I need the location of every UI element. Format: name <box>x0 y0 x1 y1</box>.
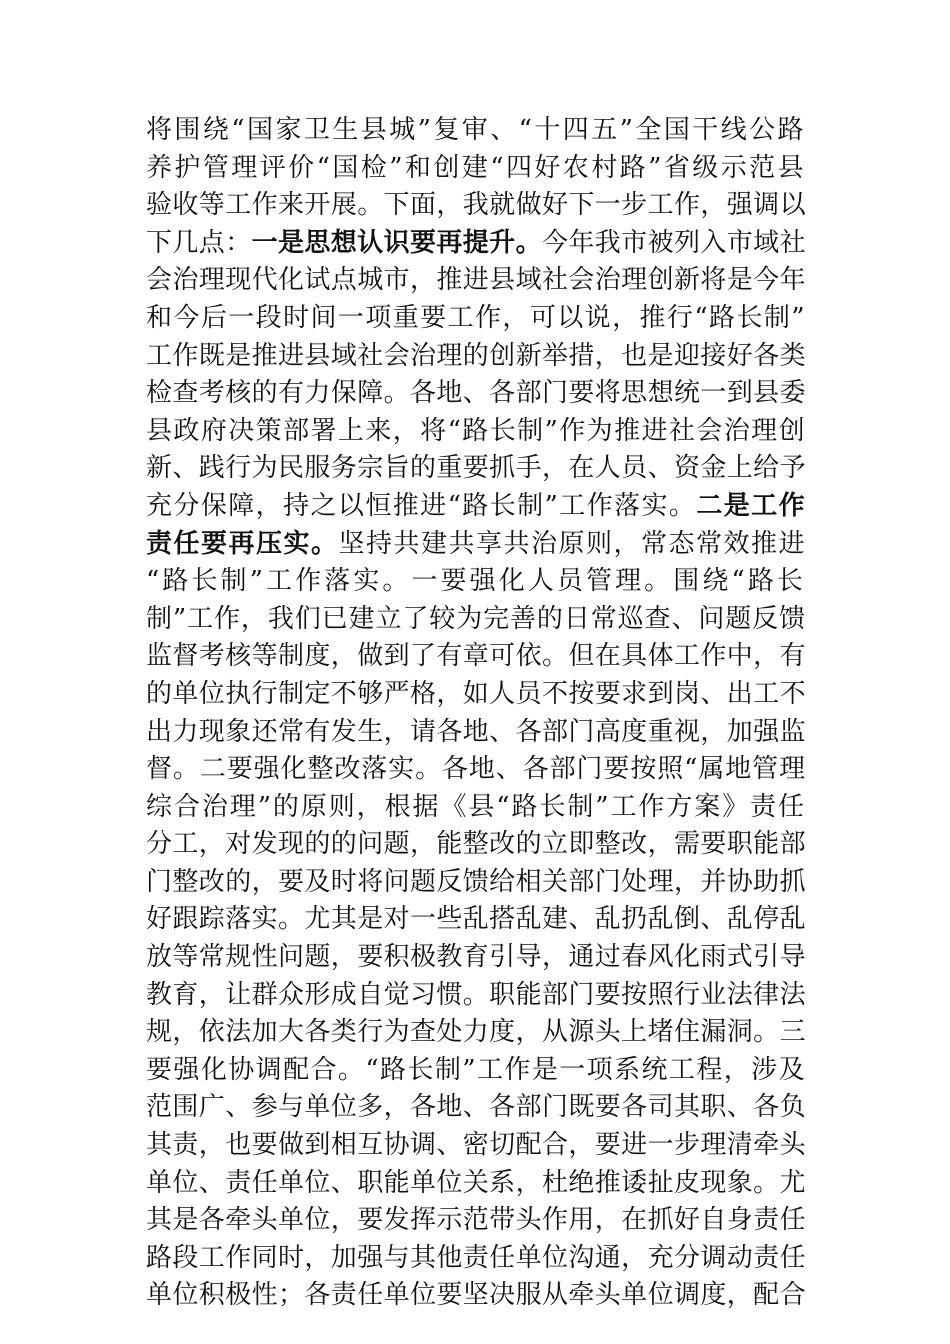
text-segment: “路长制”工作落实。一要强化人员管理。围绕“路长 <box>146 566 806 597</box>
text-line <box>146 789 806 827</box>
text-line <box>146 1240 806 1278</box>
text-line <box>146 1089 806 1127</box>
text-line <box>146 413 806 451</box>
text-line <box>146 300 806 338</box>
text-segment: 路段工作同时，加强与其他责任单位沟通，充分调动责任 <box>146 1242 806 1273</box>
text-line <box>146 1202 806 1240</box>
text-line <box>146 901 806 939</box>
text-segment: 门整改的，要及时将问题反馈给相关部门处理，并协助抓 <box>146 866 806 897</box>
text-line <box>146 1277 806 1315</box>
text-segment: 新、践行为民服务宗旨的重要抓手，在人员、资金上给予 <box>146 453 806 484</box>
text-line <box>146 826 806 864</box>
text-segment: 县政府决策部署上来，将“路长制”作为推进社会治理创 <box>146 415 806 446</box>
text-segment: 制”工作，我们已建立了较为完善的日常巡查、问题反馈 <box>146 603 806 634</box>
text-line <box>146 1165 806 1203</box>
text-segment: 的单位执行制定不够严格，如人员不按要求到岗、出工不 <box>146 678 806 709</box>
text-line <box>146 225 806 263</box>
text-segment: 放等常规性问题，要积极教育引导，通过春风化雨式引导 <box>146 942 806 973</box>
text-segment: 工作既是推进县域社会治理的创新举措，也是迎接好各类 <box>146 340 806 371</box>
text-line <box>146 112 806 150</box>
text-line <box>146 187 806 225</box>
text-segment: 会治理现代化试点城市，推进县域社会治理创新将是今年 <box>146 265 806 296</box>
text-line <box>146 601 806 639</box>
text-segment: 督。二要强化整改落实。各地、各部门要按照“属地管理 <box>146 754 806 785</box>
text-segment: 出力现象还常有发生，请各地、各部门高度重视，加强监 <box>146 716 806 747</box>
text-segment: 和今后一段时间一项重要工作，可以说，推行“路长制” <box>146 302 806 333</box>
text-segment: 养护管理评价“国检”和创建“四好农村路”省级示范县 <box>146 152 806 183</box>
text-segment: 其是各牵头单位，要发挥示范带头作用，在抓好自身责任 <box>146 1205 806 1236</box>
text-line <box>146 1127 806 1165</box>
text-segment: 将围绕“国家卫生县城”复审、“十四五”全国干线公路 <box>146 115 806 145</box>
text-segment: 单位积极性；各责任单位要坚决服从牵头单位调度，配合 <box>146 1280 806 1311</box>
text-segment: 单位、责任单位、职能单位关系，杜绝推诿扯皮现象。尤 <box>146 1167 806 1198</box>
text-line <box>146 450 806 488</box>
bold-heading-text: 一是思想认识要再提升。 <box>251 227 542 258</box>
text-line <box>146 1014 806 1052</box>
text-line <box>146 751 806 789</box>
text-line <box>146 638 806 676</box>
text-line <box>146 375 806 413</box>
text-line <box>146 977 806 1015</box>
text-line <box>146 676 806 714</box>
text-line <box>146 864 806 902</box>
text-segment: 验收等工作来开展。下面，我就做好下一步工作，强调以 <box>146 190 806 221</box>
bold-heading-text: 二是工作 <box>696 490 806 521</box>
text-segment: 范围广、参与单位多，各地、各部门既要各司其职、各负 <box>146 1092 806 1123</box>
text-segment: 要强化协调配合。“路长制”工作是一项系统工程，涉及 <box>146 1054 806 1085</box>
text-segment: 今年我市被列入市域社 <box>541 227 806 258</box>
text-line <box>146 714 806 752</box>
text-segment: 规，依法加大各类行为查处力度，从源头上堵住漏洞。三 <box>146 1017 806 1048</box>
bold-heading-text: 责任要再压实。 <box>146 528 339 559</box>
text-segment: 下几点： <box>146 227 252 258</box>
text-segment: 分工，对发现的的问题，能整改的立即整改，需要职能部 <box>146 829 806 860</box>
text-segment: 检查考核的有力保障。各地、各部门要将思想统一到县委 <box>146 378 806 409</box>
text-line <box>146 488 806 526</box>
text-segment: 综合治理”的原则，根据《县“路长制”工作方案》责任 <box>146 791 806 822</box>
text-line <box>146 563 806 601</box>
text-line <box>146 1052 806 1090</box>
text-segment: 其责，也要做到相互协调、密切配合，要进一步理清牵头 <box>146 1130 806 1161</box>
text-line <box>146 262 806 300</box>
text-line <box>146 526 806 564</box>
text-segment: 充分保障，持之以恒推进“路长制”工作落实。 <box>146 490 697 521</box>
text-line <box>146 939 806 977</box>
text-segment: 监督考核等制度，做到了有章可依。但在具体工作中，有 <box>146 641 806 672</box>
text-segment: 坚持共建共享共治原则，常态常效推进 <box>338 528 806 559</box>
text-segment: 好跟踪落实。尤其是对一些乱搭乱建、乱扔乱倒、乱停乱 <box>146 904 806 935</box>
text-line <box>146 150 806 188</box>
body-paragraph <box>146 112 806 1315</box>
text-segment: 教育，让群众形成自觉习惯。职能部门要按照行业法律法 <box>146 979 806 1010</box>
text-line <box>146 338 806 376</box>
